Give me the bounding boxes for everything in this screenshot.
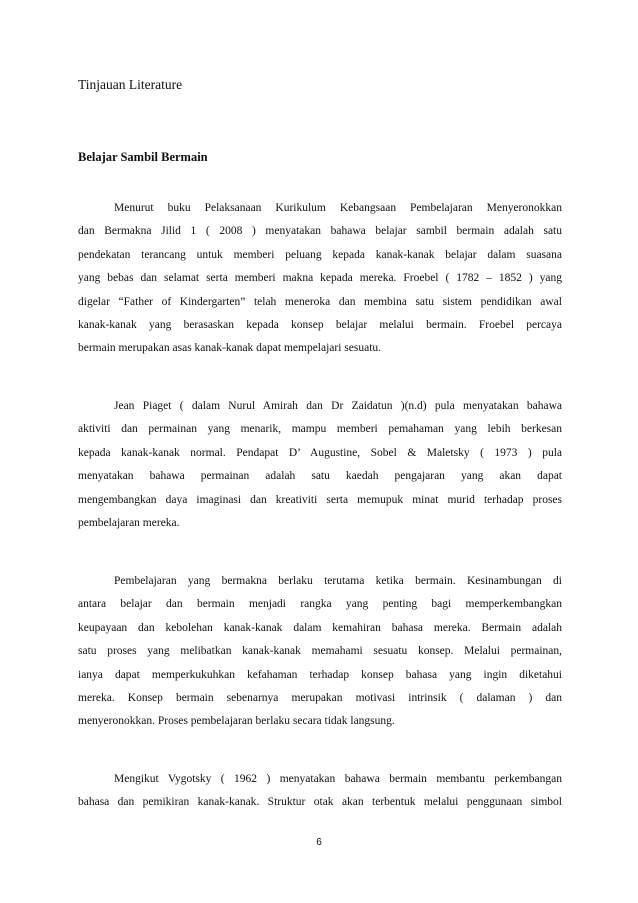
paragraph-line: pembelajaran mereka. bbox=[78, 516, 180, 529]
paragraph-line: antara belajar dan bermain menjadi rangka yang penting bagi memperkembangkan bbox=[78, 598, 562, 611]
paragraph-line: keupayaan dan kebolehan kanak-kanak dalam kemahiran bahasa mereka. Bermain adalah bbox=[78, 621, 562, 634]
paragraph-line: Pembelajaran yang bermakna berlaku terutama ketika bermain. Kesinambungan di bbox=[114, 575, 562, 587]
paragraph-line: menyeronokkan. Proses pembelajaran berlaku secara tidak langsung. bbox=[78, 715, 395, 728]
section-heading: Belajar Sambil Bermain bbox=[78, 150, 208, 164]
paragraph-line: aktiviti dan permainan yang menarik, mampu memberi pemahaman yang lebih berkesan bbox=[78, 423, 562, 436]
paragraph-line: bermain merupakan asas kanak-kanak dapat mempelajari sesuatu. bbox=[78, 342, 382, 355]
paragraph-line: Mengikut Vygotsky ( 1962 ) menyatakan bahawa bermain membantu perkembangan bbox=[114, 773, 562, 785]
paragraph-line: pendekatan terancang untuk memberi peluang kepada kanak-kanak belajar dalam suasana bbox=[78, 248, 562, 261]
paragraph-piaget bbox=[78, 395, 562, 535]
paragraph-line: yang bebas dan selamat serta memberi makna kepada mereka. Froebel ( 1782 – 1852 ) yang bbox=[78, 272, 562, 285]
paragraph-line: ianya dapat memperkukuhkan kefahaman terhadap konsep bahasa yang ingin diketahui bbox=[78, 668, 562, 681]
paragraph-line: Menurut buku Pelaksanaan Kurikulum Kebangsaan Pembelajaran Menyeronokkan bbox=[114, 202, 562, 214]
paragraph-line: bahasa dan pemikiran kanak-kanak. Struktur otak akan terbentuk melalui penggunaan simbol bbox=[78, 796, 562, 809]
paragraph-line: kepada kanak-kanak normal. Pendapat D’ Augustine, Sobel & Maletsky ( 1973 ) pula bbox=[78, 446, 562, 459]
paragraph-line: mereka. Konsep bermain sebenarnya merupakan motivasi intrinsik ( dalaman ) dan bbox=[78, 691, 562, 704]
paragraph-line: mengembangkan daya imaginasi dan kreativiti serta memupuk minat murid terhadap proses bbox=[78, 493, 562, 506]
document-title: Tinjauan Literature bbox=[78, 77, 183, 92]
paragraph-line: Jean Piaget ( dalam Nurul Amirah dan Dr Zaidatun )(n.d) pula menyatakan bahawa bbox=[114, 400, 562, 412]
page-number: 6 bbox=[316, 837, 322, 848]
paragraph-line: dan Bermakna Jilid 1 ( 2008 ) menyatakan bahawa belajar sambil bermain adalah satu bbox=[78, 225, 562, 238]
paragraph-line: digelar “Father of Kindergarten” telah meneroka dan membina satu sistem pendidikan awal bbox=[78, 295, 562, 308]
paragraph-line: menyatakan bahawa permainan adalah satu kaedah pengajaran yang akan dapat bbox=[78, 470, 562, 483]
paragraph-vygotsky bbox=[78, 768, 562, 815]
paragraph-froebel bbox=[78, 197, 562, 361]
paragraph-line: kanak-kanak yang berasaskan kepada konsep belajar melalui bermain. Froebel percaya bbox=[78, 318, 562, 331]
paragraph-pembelajaran bbox=[78, 570, 562, 734]
paragraph-line: satu proses yang melibatkan kanak-kanak memahami sesuatu konsep. Melalui permainan, bbox=[78, 645, 562, 658]
